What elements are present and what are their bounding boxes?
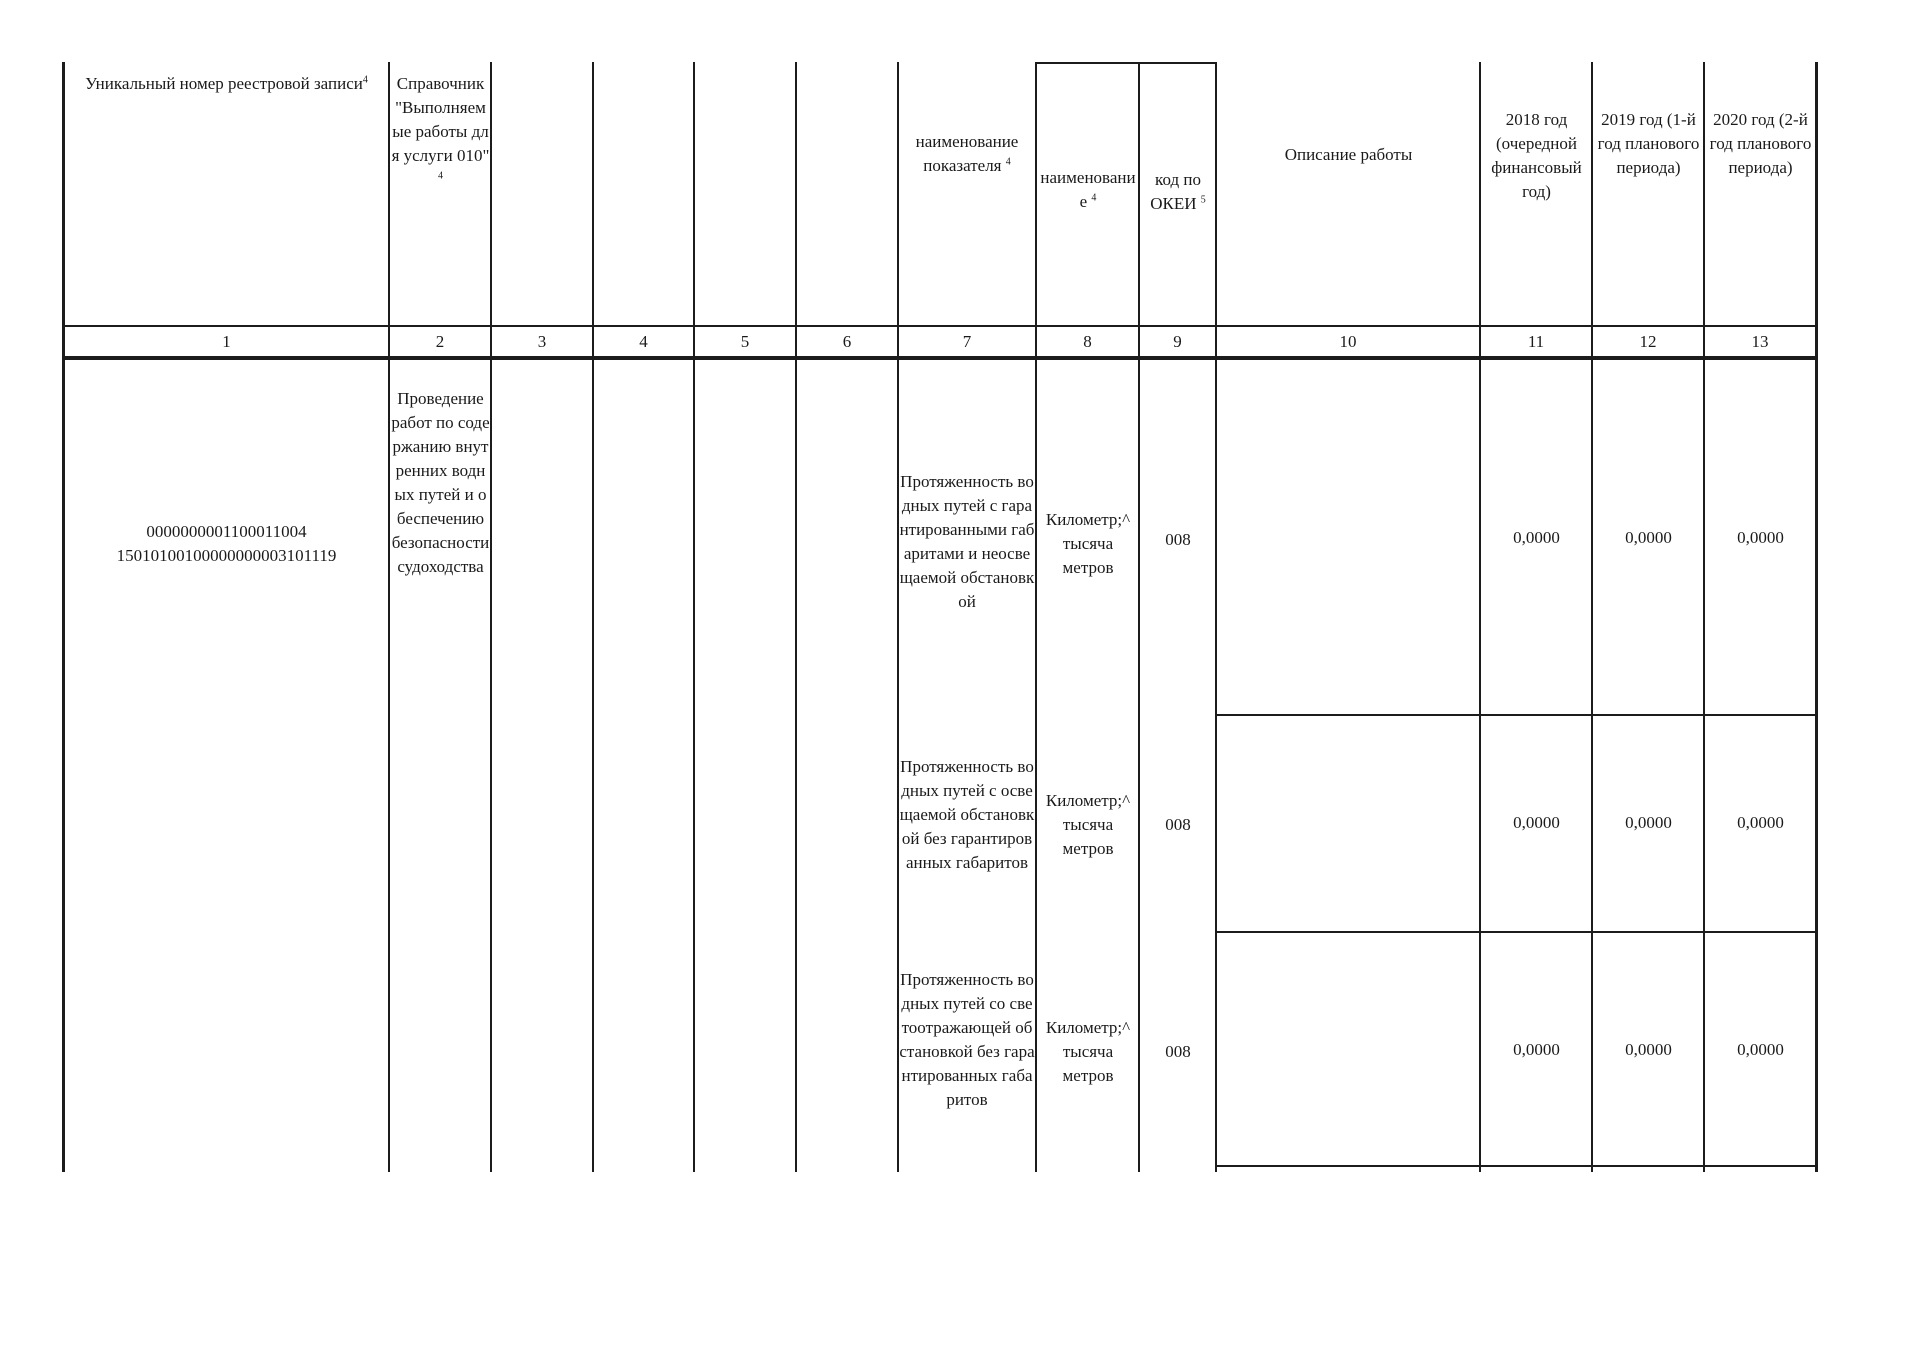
- registry-number-line: 15010100100000000003101119: [116, 546, 337, 565]
- column-number: 12: [1639, 331, 1657, 351]
- grid-line: [1215, 931, 1818, 933]
- header-work-directory-text: Справочник "Выполняемые работы для услуги 010": [391, 74, 490, 165]
- grid-line: [1479, 62, 1481, 1172]
- grid-line: [62, 356, 1818, 360]
- header-year-2019-text: 2019 год (1-й год планового периода): [1597, 110, 1700, 177]
- column-number: 5: [740, 331, 750, 351]
- footnote-mark: 4: [438, 170, 443, 182]
- unit-name-cell: [1038, 508, 1138, 580]
- header-registry-number: [65, 72, 388, 96]
- grid-line: [62, 62, 65, 1172]
- grid-line: [1035, 62, 1217, 64]
- grid-line: [1138, 62, 1140, 1172]
- grid-line: [1215, 714, 1818, 716]
- indicator-name-text: Протяженность водных путей с гарантированными габаритами и неосвещаемой обстановкой: [899, 472, 1035, 611]
- grid-line: [490, 62, 492, 1172]
- footnote-mark: 4: [1091, 192, 1097, 204]
- okei-code-cell: 008: [1165, 530, 1191, 549]
- header-unit-name-text: наименование: [1040, 168, 1136, 211]
- column-number: 6: [842, 331, 852, 351]
- value-2018-cell: 0,0000: [1513, 813, 1560, 832]
- column-number: 4: [639, 331, 648, 351]
- footnote-mark: 5: [1200, 194, 1206, 206]
- header-registry-number-text: Уникальный номер реестровой записи: [85, 74, 363, 93]
- value-2018-cell: 0,0000: [1513, 1040, 1560, 1059]
- column-number: 3: [537, 331, 547, 351]
- okei-code-cell: 008: [1165, 1042, 1191, 1061]
- registry-number-line: 0000000001100011004: [146, 522, 307, 541]
- header-indicator-name-text: наименование показателя: [915, 132, 1019, 175]
- column-number: 7: [962, 331, 972, 351]
- unit-name-text: Километр;^ тысяча метров: [1045, 510, 1131, 577]
- column-number: 8: [1083, 331, 1092, 351]
- indicator-name-cell: [899, 755, 1035, 875]
- header-year-2018: [1482, 108, 1591, 204]
- column-number: 9: [1173, 331, 1182, 351]
- header-year-2020-text: 2020 год (2-й год планового периода): [1709, 110, 1812, 177]
- indicator-name-text: Протяженность водных путей со светоотражающей обстановкой без гарантированных габаритов: [899, 970, 1035, 1109]
- indicator-name-cell: [899, 968, 1035, 1112]
- registry-number-cell: [65, 520, 388, 568]
- value-2020-cell: 0,0000: [1737, 813, 1784, 832]
- value-2019-cell: 0,0000: [1625, 813, 1672, 832]
- grid-line: [1215, 1165, 1818, 1167]
- indicator-name-cell: [899, 470, 1035, 614]
- unit-name-text: Километр;^ тысяча метров: [1045, 791, 1131, 858]
- value-2018-cell: 0,0000: [1513, 528, 1560, 547]
- grid-line: [1215, 62, 1217, 1172]
- grid-line: [1035, 62, 1037, 1172]
- column-number: 11: [1527, 331, 1545, 351]
- footnote-mark: 4: [362, 74, 368, 86]
- value-2019-cell: 0,0000: [1625, 528, 1672, 547]
- header-work-description: [1218, 143, 1479, 167]
- column-number: 13: [1751, 331, 1769, 351]
- header-indicator-name: [899, 130, 1035, 178]
- header-okei-code: [1141, 168, 1215, 216]
- grid-line: [1591, 62, 1593, 1172]
- indicator-name-text: Протяженность водных путей с освещаемой обстановкой без гарантированных габаритов: [899, 757, 1035, 872]
- work-name-cell: [391, 387, 490, 579]
- value-2019-cell: 0,0000: [1625, 1040, 1672, 1059]
- value-2020-cell: 0,0000: [1737, 528, 1784, 547]
- header-year-2018-text: 2018 год (очередной финансовый год): [1491, 110, 1582, 201]
- header-year-2019: [1594, 108, 1703, 180]
- grid-line: [1703, 62, 1705, 1172]
- grid-line: [795, 62, 797, 1172]
- footnote-mark: 4: [1005, 156, 1011, 168]
- okei-code-cell: 008: [1165, 815, 1191, 834]
- column-number: 1: [222, 331, 231, 351]
- unit-name-text: Километр;^ тысяча метров: [1045, 1018, 1131, 1085]
- value-2020-cell: 0,0000: [1737, 1040, 1784, 1059]
- header-work-description-text: Описание работы: [1284, 145, 1413, 164]
- unit-name-cell: [1038, 789, 1138, 861]
- header-unit-name: [1038, 166, 1138, 214]
- grid-line: [388, 62, 390, 1172]
- grid-line: [592, 62, 594, 1172]
- header-year-2020: [1706, 108, 1815, 180]
- column-number: 10: [1339, 331, 1357, 351]
- grid-line: [1815, 62, 1818, 1172]
- grid-line: [693, 62, 695, 1172]
- unit-name-cell: [1038, 1016, 1138, 1088]
- column-number: 2: [435, 331, 445, 351]
- header-work-directory: [391, 72, 490, 192]
- header-okei-code-text: код по ОКЕИ: [1150, 170, 1201, 213]
- work-name-text: Проведение работ по содержанию внутренних водных путей и обеспечению безопасности судоходства: [391, 389, 490, 576]
